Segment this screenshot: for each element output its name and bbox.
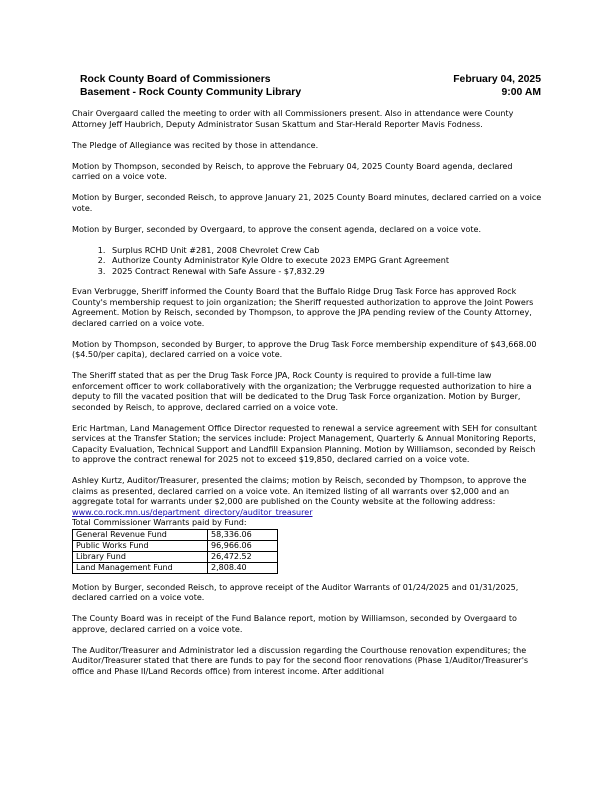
paragraph-pledge: The Pledge of Allegiance was recited by those in attendance. (72, 140, 319, 150)
header-row-2 (80, 86, 541, 99)
fund-amount: 2,808.40 (208, 562, 278, 573)
consent-agenda-list (72, 246, 542, 278)
meeting-location: Basement - Rock County Community Library (80, 87, 302, 98)
paragraph-fund-balance: The County Board was in receipt of the Fund Balance report, motion by Williamson, seconded by Overgaard to approve, declared carried on a voice vote. (72, 614, 517, 634)
paragraph-drug-task-force: Evan Verbrugge, Sheriff informed the County Board that the Buffalo Ridge Drug Task Force has approved Rock County's membership request to join organization; the Sheriff requested authorization to approve the Joint Powers Agreement. Motion by Reisch, seconded by Thompson, to approve the JPA pending review of the County Attorney, declared carried on a voice vote. (72, 287, 534, 328)
table-row (73, 529, 278, 540)
meeting-date: February 04, 2025 (453, 74, 541, 85)
list-item: 2. Authorize County Administrator Kyle Oldre to execute 2023 EMPG Grant Agreement (108, 256, 542, 267)
minutes-body (72, 109, 542, 688)
fund-amount: 58,336.06 (208, 529, 278, 540)
meeting-time: 9:00 AM (501, 87, 541, 98)
table-row (73, 551, 278, 562)
fund-amount: 96,966.06 (208, 540, 278, 551)
paragraph-call-to-order: Chair Overgaard called the meeting to order with all Commissioners present. Also in attendance were County Attorney Jeff Haubrich, Deputy Administrator Susan Skattum and Star-Herald Reporter Mavis Fodness. (72, 109, 514, 129)
warrants-title: Total Commissioner Warrants paid by Fund: (72, 518, 247, 527)
claims-text: Ashley Kurtz, Auditor/Treasurer, presented the claims; motion by Reisch, seconded by Thompson, to approve the claims as presented, declared carried on a voice vote. An itemized listing of all warrants over $2,000 and an aggregate total for warrants under $2,000 are published on the County website at the following address: (72, 476, 527, 506)
paragraph-deputy-hire: The Sheriff stated that as per the Drug Task Force JPA, Rock County is required to provide a full-time law enforcement officer to work collaboratively with the organization; the Verbrugge requested authorization to hire a deputy to fill the vacated position that will be dedicated to the Drug Task Force organization. Motion by Burger, seconded by Reisch, to approve, declared carried on a voice vote. (72, 371, 532, 412)
paragraph-auditor-warrants: Motion by Burger, seconded Reisch, to approve receipt of the Auditor Warrants of 01/24/2025 and 01/31/2025, declared carried on a voice vote. (72, 582, 519, 602)
paragraph-courthouse-renovation: The Auditor/Treasurer and Administrator led a discussion regarding the Courthouse renovation expenditures; the Auditor/Treasurer stated that there are funds to pay for the second floor renovations (Phase 1/Auditor/Treasurer's office and Phase II/Land Records office) from interest income. After additional (72, 645, 529, 676)
minutes-header (80, 73, 541, 99)
list-item: 1. Surplus RCHD Unit #281, 2008 Chevrolet Crew Cab (108, 246, 542, 257)
paragraph-seh-agreement: Eric Hartman, Land Management Office Director requested to renewal a service agreement with SEH for consultant services at the Transfer Station; the services include: Project Management, Quarterly & Annual Monitoring Reports, Capacity Evaluation, Technical Support and Landfill Expansion Planning. Motion by Williamson, seconded by Reisch to approve the contract renewal for 2025 not to exceed $19,850, declared carried on a voice vote. (72, 423, 537, 464)
paragraph-minutes-motion: Motion by Burger, seconded Reisch, to approve January 21, 2025 County Board minutes, declared carried on a voice vote. (72, 193, 542, 213)
fund-name: Library Fund (73, 551, 208, 562)
paragraph-consent-motion: Motion by Burger, seconded by Overgaard, to approve the consent agenda, declared on a voice vote. (72, 224, 482, 234)
list-item: 3. 2025 Contract Renewal with Safe Assure - $7,832.29 (108, 267, 542, 278)
header-row-1 (80, 73, 541, 86)
auditor-treasurer-link[interactable]: www.co.rock.mn.us/department_directory/auditor_treasurer (72, 507, 313, 517)
fund-amount: 26,472.52 (208, 551, 278, 562)
board-name: Rock County Board of Commissioners (80, 74, 271, 85)
paragraph-claims (72, 476, 542, 518)
table-row (73, 540, 278, 551)
fund-name: General Revenue Fund (73, 529, 208, 540)
paragraph-agenda-motion: Motion by Thompson, seconded by Reisch, to approve the February 04, 2025 County Board agenda, declared carried on a voice vote. (72, 161, 513, 181)
fund-name: Public Works Fund (73, 540, 208, 551)
fund-name: Land Management Fund (73, 562, 208, 573)
paragraph-membership-expenditure: Motion by Thompson, seconded by Burger, to approve the Drug Task Force membership expenditure of $43,668.00 ($4.50/per capita), declared carried on a voice vote. (72, 339, 537, 359)
warrants-table (72, 529, 278, 574)
table-row (73, 562, 278, 573)
